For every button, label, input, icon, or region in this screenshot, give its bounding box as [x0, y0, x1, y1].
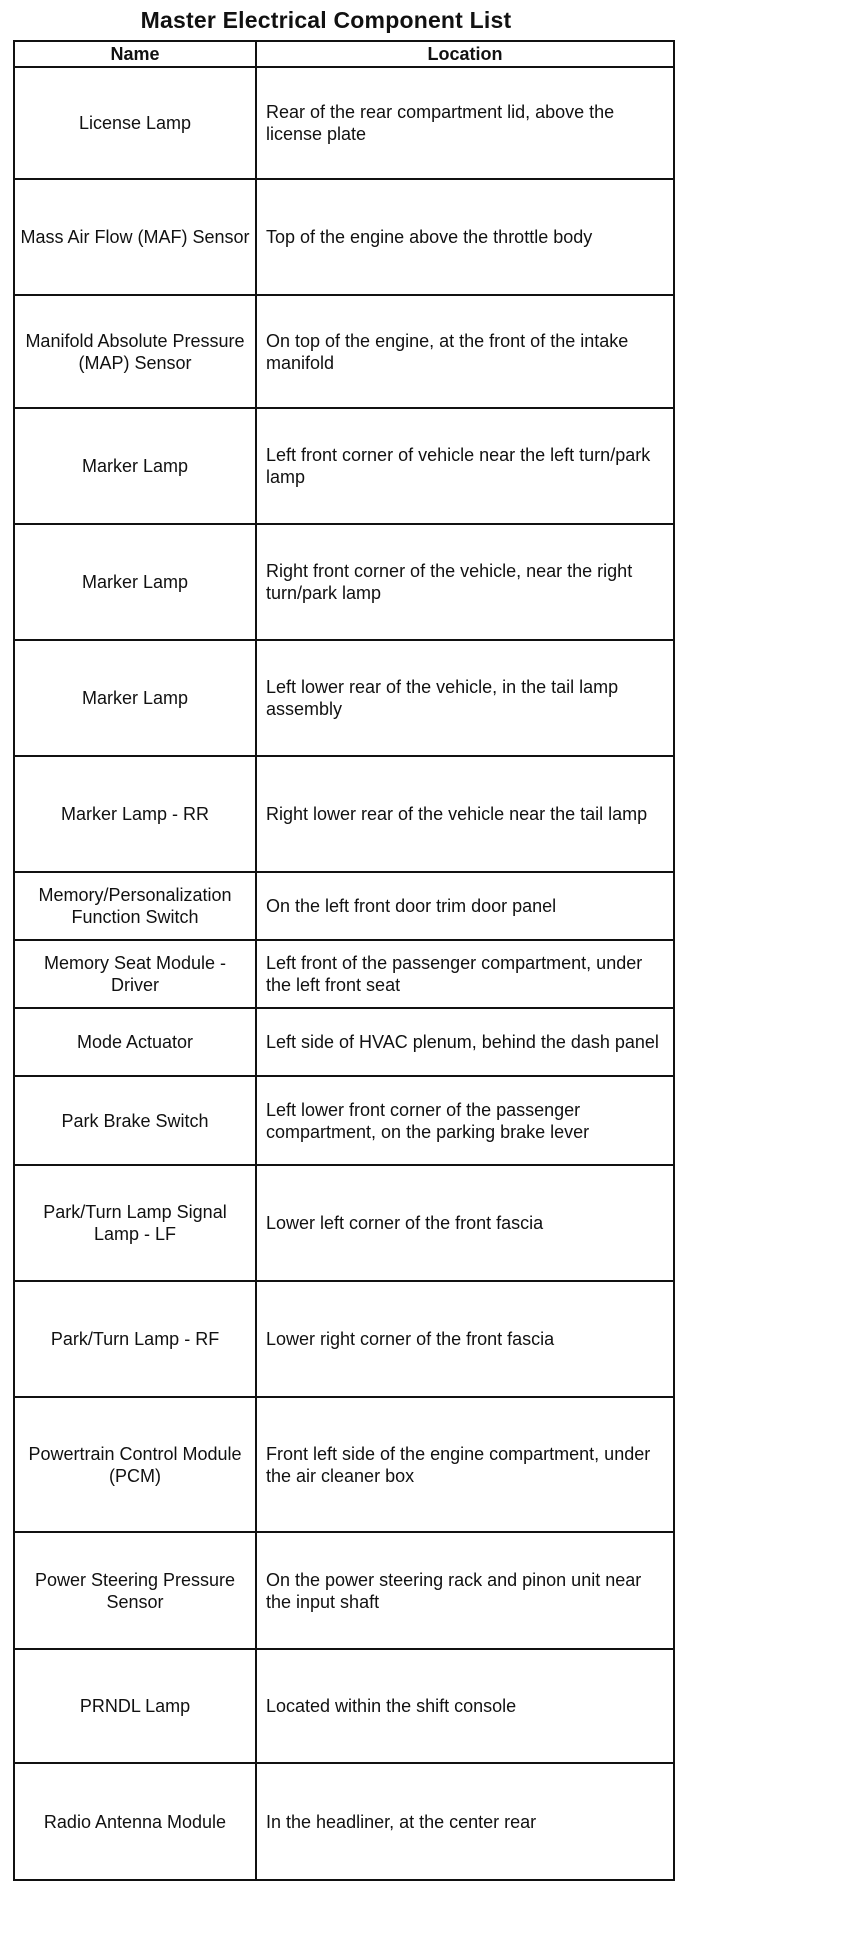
table-row	[14, 408, 674, 524]
component-name: Mode Actuator	[14, 1008, 256, 1076]
table-row	[14, 1763, 674, 1880]
table-body	[14, 67, 674, 1880]
table-row	[14, 295, 674, 408]
component-name: Power Steering Pressure Sensor	[14, 1532, 256, 1649]
column-header-name: Name	[14, 41, 256, 67]
component-location: Left front corner of vehicle near the left turn/park lamp	[256, 408, 674, 524]
component-location: Right lower rear of the vehicle near the tail lamp	[256, 756, 674, 872]
component-location: On the left front door trim door panel	[256, 872, 674, 940]
table-row	[14, 640, 674, 756]
component-name: Park Brake Switch	[14, 1076, 256, 1165]
component-name: Manifold Absolute Pressure (MAP) Sensor	[14, 295, 256, 408]
component-location: Rear of the rear compartment lid, above the license plate	[256, 67, 674, 179]
table-row	[14, 1649, 674, 1763]
table-row	[14, 872, 674, 940]
component-location: Top of the engine above the throttle body	[256, 179, 674, 295]
component-location: On the power steering rack and pinon unit near the input shaft	[256, 1532, 674, 1649]
component-name: Marker Lamp	[14, 640, 256, 756]
component-name: Park/Turn Lamp - RF	[14, 1281, 256, 1397]
page-title: Master Electrical Component List	[140, 7, 512, 33]
table-header-row	[14, 41, 674, 67]
table-row	[14, 67, 674, 179]
component-name: Powertrain Control Module (PCM)	[14, 1397, 256, 1532]
table-row	[14, 179, 674, 295]
component-location: In the headliner, at the center rear	[256, 1763, 674, 1880]
table-row	[14, 1076, 674, 1165]
component-name: PRNDL Lamp	[14, 1649, 256, 1763]
table-row	[14, 1008, 674, 1076]
component-location: Left lower front corner of the passenger compartment, on the parking brake lever	[256, 1076, 674, 1165]
component-name: Marker Lamp	[14, 524, 256, 640]
table-row	[14, 1397, 674, 1532]
table-row	[14, 1532, 674, 1649]
component-name: Radio Antenna Module	[14, 1763, 256, 1880]
component-location: Lower right corner of the front fascia	[256, 1281, 674, 1397]
table-row	[14, 524, 674, 640]
column-header-location: Location	[256, 41, 674, 67]
table-row	[14, 1165, 674, 1281]
component-location: Lower left corner of the front fascia	[256, 1165, 674, 1281]
component-location: Left front of the passenger compartment, under the left front seat	[256, 940, 674, 1008]
table-row	[14, 1281, 674, 1397]
component-table	[13, 40, 675, 1881]
component-name: Park/Turn Lamp Signal Lamp - LF	[14, 1165, 256, 1281]
table-row	[14, 940, 674, 1008]
component-name: Memory Seat Module - Driver	[14, 940, 256, 1008]
component-location: Front left side of the engine compartment, under the air cleaner box	[256, 1397, 674, 1532]
component-location: Right front corner of the vehicle, near the right turn/park lamp	[256, 524, 674, 640]
component-location: On top of the engine, at the front of the intake manifold	[256, 295, 674, 408]
component-location: Located within the shift console	[256, 1649, 674, 1763]
component-location: Left side of HVAC plenum, behind the dash panel	[256, 1008, 674, 1076]
component-name: Memory/Personalization Function Switch	[14, 872, 256, 940]
component-name: Marker Lamp - RR	[14, 756, 256, 872]
component-location: Left lower rear of the vehicle, in the tail lamp assembly	[256, 640, 674, 756]
component-name: Marker Lamp	[14, 408, 256, 524]
table-row	[14, 756, 674, 872]
component-name: Mass Air Flow (MAF) Sensor	[14, 179, 256, 295]
component-name: License Lamp	[14, 67, 256, 179]
